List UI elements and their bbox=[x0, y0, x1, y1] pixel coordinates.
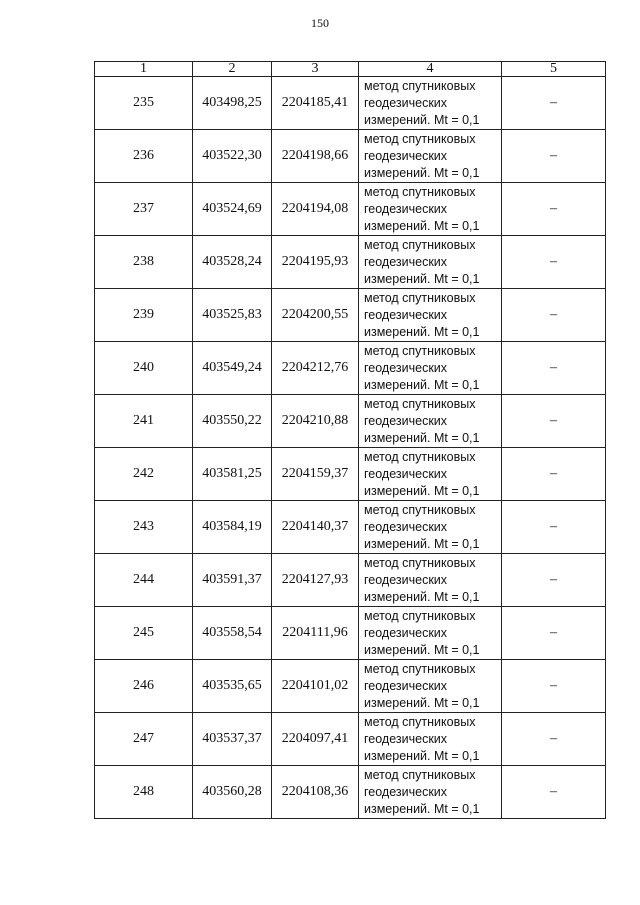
method-line: метод спутниковых bbox=[364, 290, 476, 305]
column-header-4: 4 bbox=[359, 62, 502, 77]
method-line: геодезических bbox=[364, 254, 448, 269]
x-coordinate-cell: 403537,37 bbox=[193, 713, 272, 766]
x-coordinate-cell: 403591,37 bbox=[193, 554, 272, 607]
point-number-cell: 246 bbox=[95, 660, 193, 713]
y-coordinate-cell: 2204194,08 bbox=[272, 183, 359, 236]
table-row bbox=[95, 501, 606, 554]
method-line: геодезических bbox=[364, 360, 448, 375]
table-body bbox=[95, 77, 606, 819]
method-line: измерений. Mt = 0,1 bbox=[364, 536, 480, 551]
y-coordinate-cell: 2204200,55 bbox=[272, 289, 359, 342]
y-coordinate-cell: 2204108,36 bbox=[272, 766, 359, 819]
method-line: геодезических bbox=[364, 95, 448, 110]
y-coordinate-cell: 2204185,41 bbox=[272, 77, 359, 130]
point-number-cell: 236 bbox=[95, 130, 193, 183]
method-line: метод спутниковых bbox=[364, 767, 476, 782]
method-line: измерений. Mt = 0,1 bbox=[364, 748, 480, 763]
note-cell: – bbox=[502, 554, 606, 607]
table-row bbox=[95, 766, 606, 819]
method-line: измерений. Mt = 0,1 bbox=[364, 271, 480, 286]
table-row bbox=[95, 448, 606, 501]
table-row bbox=[95, 130, 606, 183]
y-coordinate-cell: 2204195,93 bbox=[272, 236, 359, 289]
method-line: измерений. Mt = 0,1 bbox=[364, 218, 480, 233]
note-cell: – bbox=[502, 501, 606, 554]
point-number-cell: 237 bbox=[95, 183, 193, 236]
method-line: измерений. Mt = 0,1 bbox=[364, 642, 480, 657]
note-cell: – bbox=[502, 77, 606, 130]
y-coordinate-cell: 2204159,37 bbox=[272, 448, 359, 501]
point-number-cell: 242 bbox=[95, 448, 193, 501]
method-line: измерений. Mt = 0,1 bbox=[364, 589, 480, 604]
table-row bbox=[95, 342, 606, 395]
y-coordinate-cell: 2204111,96 bbox=[272, 607, 359, 660]
method-line: измерений. Mt = 0,1 bbox=[364, 165, 480, 180]
method-line: геодезических bbox=[364, 148, 448, 163]
method-line: геодезических bbox=[364, 625, 448, 640]
method-line: геодезических bbox=[364, 466, 448, 481]
x-coordinate-cell: 403558,54 bbox=[193, 607, 272, 660]
method-line: метод спутниковых bbox=[364, 78, 476, 93]
method-line: измерений. Mt = 0,1 bbox=[364, 801, 480, 816]
table-row bbox=[95, 395, 606, 448]
column-header-1: 1 bbox=[95, 62, 193, 77]
x-coordinate-cell: 403522,30 bbox=[193, 130, 272, 183]
method-line: геодезических bbox=[364, 413, 448, 428]
table-row bbox=[95, 660, 606, 713]
y-coordinate-cell: 2204212,76 bbox=[272, 342, 359, 395]
method-cell bbox=[359, 289, 502, 342]
method-cell bbox=[359, 130, 502, 183]
table-row bbox=[95, 713, 606, 766]
point-number-cell: 243 bbox=[95, 501, 193, 554]
note-cell: – bbox=[502, 660, 606, 713]
method-line: геодезических bbox=[364, 201, 448, 216]
method-line: метод спутниковых bbox=[364, 608, 476, 623]
method-line: метод спутниковых bbox=[364, 449, 476, 464]
note-cell: – bbox=[502, 607, 606, 660]
x-coordinate-cell: 403581,25 bbox=[193, 448, 272, 501]
method-line: геодезических bbox=[364, 678, 448, 693]
method-line: измерений. Mt = 0,1 bbox=[364, 112, 480, 127]
method-cell bbox=[359, 236, 502, 289]
method-cell bbox=[359, 77, 502, 130]
x-coordinate-cell: 403524,69 bbox=[193, 183, 272, 236]
point-number-cell: 241 bbox=[95, 395, 193, 448]
method-line: метод спутниковых bbox=[364, 184, 476, 199]
method-cell bbox=[359, 448, 502, 501]
y-coordinate-cell: 2204101,02 bbox=[272, 660, 359, 713]
method-cell bbox=[359, 501, 502, 554]
note-cell: – bbox=[502, 448, 606, 501]
y-coordinate-cell: 2204210,88 bbox=[272, 395, 359, 448]
point-number-cell: 244 bbox=[95, 554, 193, 607]
column-header-2: 2 bbox=[193, 62, 272, 77]
method-cell bbox=[359, 395, 502, 448]
note-cell: – bbox=[502, 395, 606, 448]
method-cell bbox=[359, 554, 502, 607]
point-number-cell: 247 bbox=[95, 713, 193, 766]
column-header-3: 3 bbox=[272, 62, 359, 77]
point-number-cell: 235 bbox=[95, 77, 193, 130]
method-cell bbox=[359, 766, 502, 819]
method-line: геодезических bbox=[364, 731, 448, 746]
y-coordinate-cell: 2204127,93 bbox=[272, 554, 359, 607]
column-header-5: 5 bbox=[502, 62, 606, 77]
x-coordinate-cell: 403560,28 bbox=[193, 766, 272, 819]
y-coordinate-cell: 2204140,37 bbox=[272, 501, 359, 554]
method-line: измерений. Mt = 0,1 bbox=[364, 324, 480, 339]
x-coordinate-cell: 403525,83 bbox=[193, 289, 272, 342]
table-row bbox=[95, 236, 606, 289]
point-number-cell: 239 bbox=[95, 289, 193, 342]
method-cell bbox=[359, 342, 502, 395]
method-line: геодезических bbox=[364, 572, 448, 587]
method-line: метод спутниковых bbox=[364, 714, 476, 729]
method-line: измерений. Mt = 0,1 bbox=[364, 430, 480, 445]
method-line: метод спутниковых bbox=[364, 343, 476, 358]
method-line: метод спутниковых bbox=[364, 237, 476, 252]
method-line: метод спутниковых bbox=[364, 502, 476, 517]
method-line: геодезических bbox=[364, 307, 448, 322]
page-number: 150 bbox=[311, 16, 329, 30]
method-line: метод спутниковых bbox=[364, 396, 476, 411]
note-cell: – bbox=[502, 183, 606, 236]
method-line: измерений. Mt = 0,1 bbox=[364, 377, 480, 392]
method-cell bbox=[359, 607, 502, 660]
x-coordinate-cell: 403535,65 bbox=[193, 660, 272, 713]
y-coordinate-cell: 2204198,66 bbox=[272, 130, 359, 183]
x-coordinate-cell: 403498,25 bbox=[193, 77, 272, 130]
method-line: измерений. Mt = 0,1 bbox=[364, 695, 480, 710]
note-cell: – bbox=[502, 713, 606, 766]
method-line: измерений. Mt = 0,1 bbox=[364, 483, 480, 498]
note-cell: – bbox=[502, 289, 606, 342]
method-line: геодезических bbox=[364, 784, 448, 799]
x-coordinate-cell: 403550,22 bbox=[193, 395, 272, 448]
table-header-row bbox=[95, 62, 606, 77]
method-line: метод спутниковых bbox=[364, 555, 476, 570]
method-line: метод спутниковых bbox=[364, 661, 476, 676]
table-row bbox=[95, 289, 606, 342]
method-line: метод спутниковых bbox=[364, 131, 476, 146]
point-number-cell: 248 bbox=[95, 766, 193, 819]
note-cell: – bbox=[502, 130, 606, 183]
note-cell: – bbox=[502, 766, 606, 819]
method-cell bbox=[359, 713, 502, 766]
table-row bbox=[95, 607, 606, 660]
point-number-cell: 245 bbox=[95, 607, 193, 660]
table-row bbox=[95, 183, 606, 236]
method-cell bbox=[359, 660, 502, 713]
method-cell bbox=[359, 183, 502, 236]
table-row bbox=[95, 77, 606, 130]
point-number-cell: 240 bbox=[95, 342, 193, 395]
x-coordinate-cell: 403584,19 bbox=[193, 501, 272, 554]
note-cell: – bbox=[502, 342, 606, 395]
table-row bbox=[95, 554, 606, 607]
x-coordinate-cell: 403528,24 bbox=[193, 236, 272, 289]
coordinates-table bbox=[94, 61, 606, 819]
note-cell: – bbox=[502, 236, 606, 289]
y-coordinate-cell: 2204097,41 bbox=[272, 713, 359, 766]
x-coordinate-cell: 403549,24 bbox=[193, 342, 272, 395]
method-line: геодезических bbox=[364, 519, 448, 534]
point-number-cell: 238 bbox=[95, 236, 193, 289]
